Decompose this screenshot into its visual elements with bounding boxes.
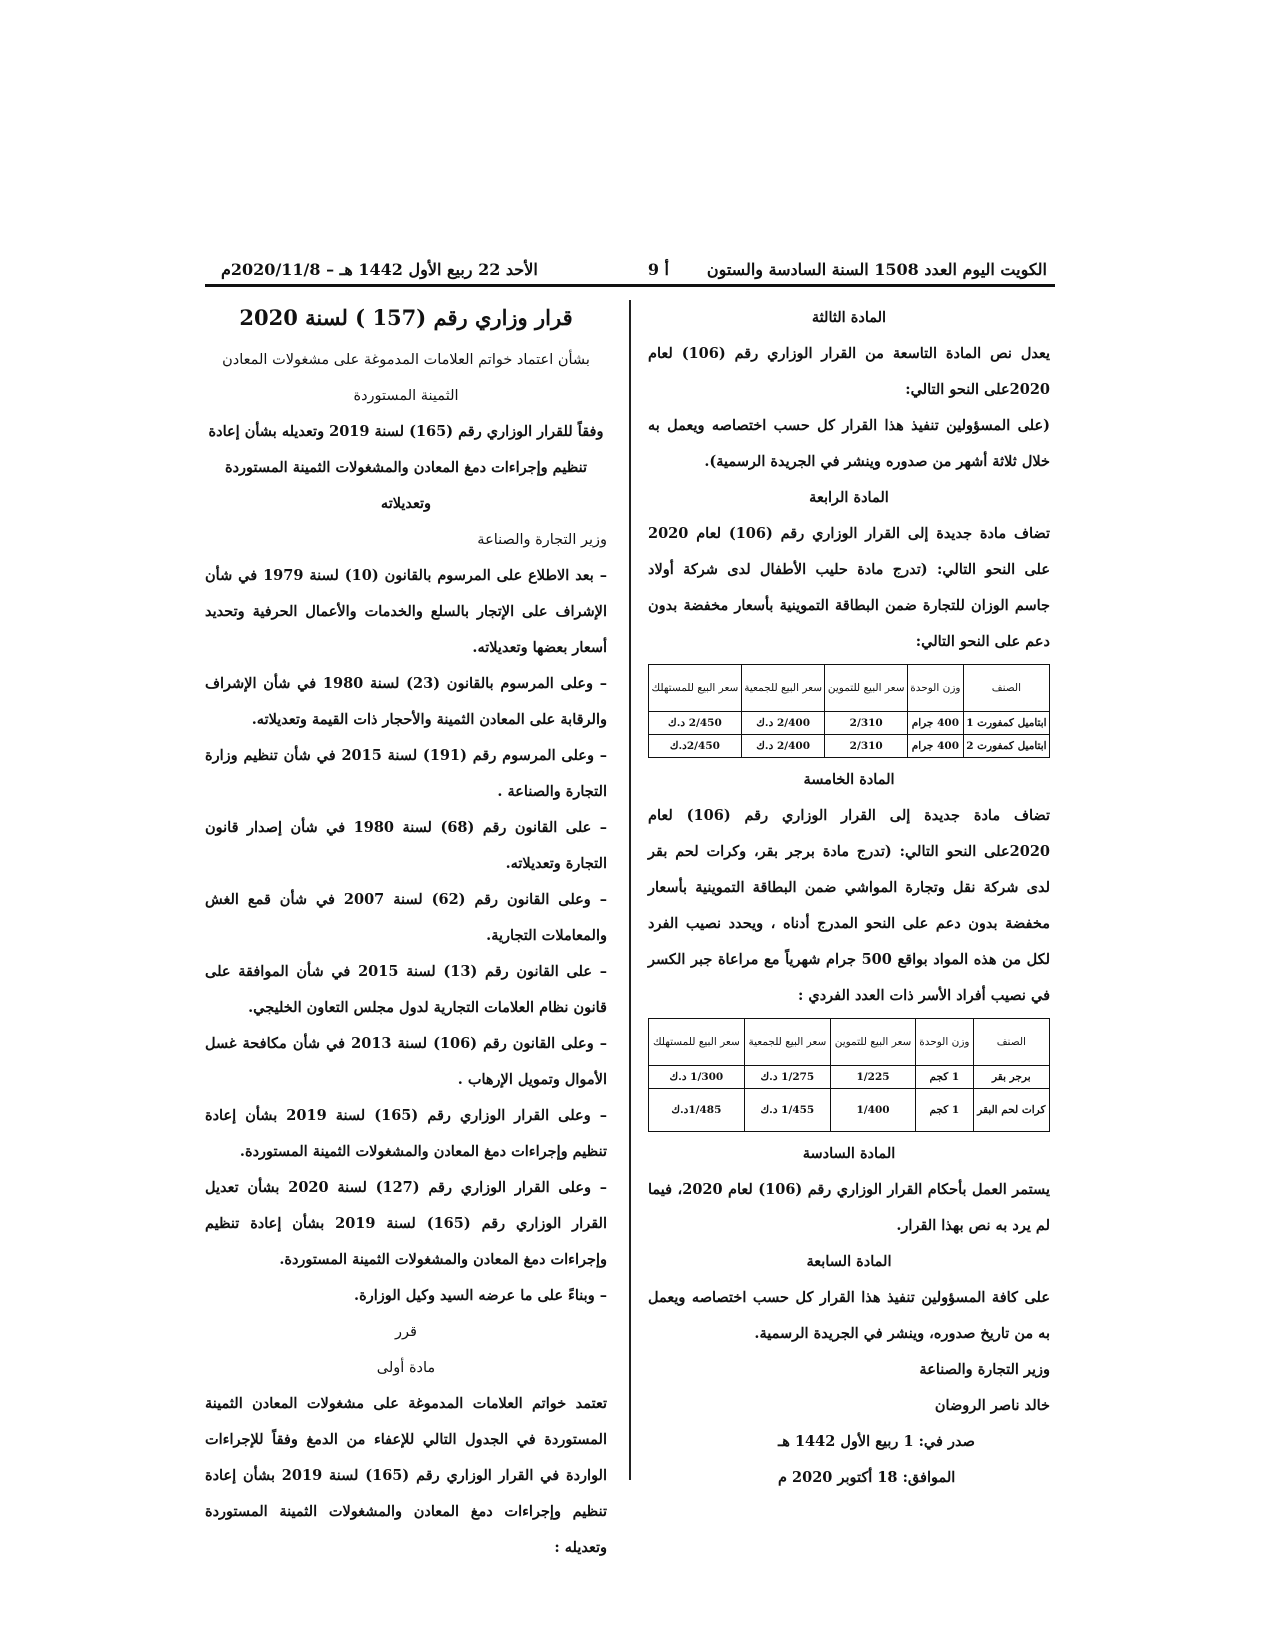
article-1-heading: مادة أولى bbox=[376, 1360, 436, 1376]
table-header-row bbox=[649, 665, 1050, 712]
article-7-heading: المادة السابعة bbox=[806, 1253, 892, 1270]
preamble-item: – وعلى القرار الوزاري رقم (165) لسنة 2019 بشأن إعادة تنظيم وإجراءات دمغ المعادن والمشغولات الثمينة المستوردة. bbox=[205, 1107, 608, 1160]
table-cell: 400 جرام bbox=[907, 735, 963, 758]
table-cell: 2/400 د.ك bbox=[741, 712, 825, 735]
table-cell: ابتاميل كمفورت 1 bbox=[963, 712, 1049, 735]
table-header-cell: الصنف bbox=[973, 1019, 1049, 1066]
header-gazette-issue: الكويت اليوم العدد 1508 السنة السادسة والستون bbox=[706, 260, 1047, 279]
preamble-item: – على القانون رقم (13) لسنة 2015 في شأن الموافقة على قانون نظام العلامات التجارية لدول مجلس التعاون الخليجي. bbox=[205, 963, 607, 1016]
table-cell: 1/485د.ك bbox=[649, 1089, 745, 1132]
article-4-text: تضاف مادة جديدة إلى القرار الوزاري رقم (106) لعام 2020 على النحو التالي: (تدرج مادة حليب الأطفال لدى شركة أولاد جاسم الوزان للتجارة ضمن البطاقة التموينية بأسعار مخفضة بدون دعم على النحو التالي: bbox=[648, 525, 1050, 650]
article-3-heading: المادة الثالثة bbox=[811, 309, 887, 326]
table-cell: 2/400 د.ك bbox=[741, 735, 825, 758]
article-5-heading: المادة الخامسة bbox=[803, 771, 895, 788]
article-6-text: يستمر العمل بأحكام القرار الوزاري رقم (106) لعام 2020، فيما لم يرد به نص بهذا القرار. bbox=[648, 1181, 1050, 1234]
minister-line: وزير التجارة والصناعة bbox=[477, 532, 607, 548]
decree-intro: وفقاً للقرار الوزاري رقم (165) لسنة 2019 وتعديله بشأن إعادة تنظيم وإجراءات دمغ المعادن والمشغولات الثمينة المستوردة وتعديلاته bbox=[208, 423, 604, 512]
table-header-cell: سعر البيع للجمعية bbox=[741, 665, 825, 712]
preamble-item: – وبناءً على ما عرضه السيد وكيل الوزارة. bbox=[354, 1287, 607, 1304]
preamble-item: – وعلى المرسوم رقم (191) لسنة 2015 في شأن تنظيم وزارة التجارة والصناعة . bbox=[205, 747, 608, 800]
table-header-cell: سعر البيع للتموين bbox=[825, 665, 908, 712]
issued-date-hijri: صدر في: 1 ربيع الأول 1442 هـ bbox=[778, 1433, 975, 1450]
table-row bbox=[649, 1066, 1050, 1089]
decided-heading: قرر bbox=[395, 1324, 417, 1340]
preamble-item: – وعلى القانون رقم (106) لسنة 2013 في شأن مكافحة غسل الأموال وتمويل الإرهاب . bbox=[205, 1035, 607, 1088]
table-header-row bbox=[649, 1019, 1050, 1066]
signatory-title: وزير التجارة والصناعة bbox=[919, 1361, 1050, 1378]
preamble-item: – وعلى القرار الوزاري رقم (127) لسنة 2020 بشأن تعديل القرار الوزاري رقم (165) لسنة 2019 بشأن إعادة تنظيم وإجراءات دمغ المعادن والمشغولات الثمينة المستوردة. bbox=[205, 1179, 607, 1268]
table-cell: 2/450 د.ك bbox=[649, 712, 742, 735]
decree-subtitle: بشأن اعتماد خواتم العلامات المدموغة على مشغولات المعادن الثمينة المستوردة bbox=[222, 352, 590, 404]
table-cell: 1/225 bbox=[831, 1066, 916, 1089]
table-cell: 2/450د.ك bbox=[649, 735, 742, 758]
table-cell: برجر بقر bbox=[973, 1066, 1049, 1089]
preamble-item: – بعد الاطلاع على المرسوم بالقانون (10) لسنة 1979 في شأن الإشراف على الإتجار بالسلع والخدمات والأعمال الحرفية وتحديد أسعار بعضها وتعديلاته. bbox=[205, 567, 607, 656]
article-7-text: على كافة المسؤولين تنفيذ هذا القرار كل حسب اختصاصه ويعمل به من تاريخ صدوره، وينشر في الجريدة الرسمية. bbox=[648, 1289, 1050, 1342]
decree-title: قرار وزاري رقم (157 ) لسنة 2020 bbox=[239, 305, 573, 330]
table-cell: 2/310 bbox=[825, 712, 908, 735]
table-header-cell: وزن الوحدة bbox=[916, 1019, 974, 1066]
table-header-cell: سعر البيع للمستهلك bbox=[649, 665, 742, 712]
page-header bbox=[205, 258, 1055, 287]
table-row bbox=[649, 735, 1050, 758]
article-6-heading: المادة السادسة bbox=[802, 1145, 896, 1162]
left-column bbox=[205, 300, 607, 1566]
table-cell: 1/455 د.ك bbox=[744, 1089, 830, 1132]
header-page-number: أ 9 bbox=[647, 260, 669, 279]
beef-price-table bbox=[648, 1018, 1050, 1132]
table-header-cell: الصنف bbox=[963, 665, 1049, 712]
signatory-name: خالد ناصر الروضان bbox=[934, 1397, 1050, 1414]
column-divider bbox=[629, 300, 631, 1480]
infant-milk-price-table bbox=[648, 664, 1050, 758]
header-date: الأحد 22 ربيع الأول 1442 هـ – 2020/11/8م bbox=[221, 260, 538, 279]
preamble-item: – على القانون رقم (68) لسنة 1980 في شأن إصدار قانون التجارة وتعديلاته. bbox=[205, 819, 607, 872]
preamble-item: – وعلى المرسوم بالقانون (23) لسنة 1980 في شأن الإشراف والرقابة على المعادن الثمينة والأحجار ذات القيمة وتعديلاته. bbox=[205, 675, 607, 728]
article-5-text: تضاف مادة جديدة إلى القرار الوزاري رقم (106) لعام 2020على النحو التالي: (تدرج مادة برجر بقر، وكرات لحم بقر لدى شركة نقل وتجارة المواشي ضمن البطاقة التموينية بأسعار مخفضة بدون دعم على النحو المدرج أدناه ، ويحدد نصيب الفرد لكل من هذه المواد بواقع 500 جرام شهرياً مع مراعاة جبر الكسر في نصيب أفراد الأسر ذات العدد الفردي : bbox=[648, 807, 1051, 1004]
table-row bbox=[649, 1089, 1050, 1132]
right-column bbox=[648, 300, 1050, 1496]
table-row bbox=[649, 712, 1050, 735]
table-cell: 1/300 د.ك bbox=[649, 1066, 745, 1089]
table-header-cell: سعر البيع للتموين bbox=[831, 1019, 916, 1066]
preamble-item: – وعلى القانون رقم (62) لسنة 2007 في شأن قمع الغش والمعاملات التجارية. bbox=[205, 891, 607, 944]
article-4-heading: المادة الرابعة bbox=[809, 489, 889, 506]
article-1-text: تعتمد خواتم العلامات المدموغة على مشغولات المعادن الثمينة المستوردة في الجدول التالي للإعفاء من الدمغ وفقاً للإجراءات الواردة في القرار الوزاري رقم (165) لسنة 2019 بشأن إعادة تنظيم وإجراءات دمغ المعادن والمشغولات الثمينة المستوردة وتعديله : bbox=[205, 1395, 608, 1556]
table-header-cell: وزن الوحدة bbox=[907, 665, 963, 712]
table-cell: 1/275 د.ك bbox=[744, 1066, 830, 1089]
table-cell: ابتاميل كمفورت 2 bbox=[963, 735, 1049, 758]
table-cell: 2/310 bbox=[825, 735, 908, 758]
table-cell: 400 جرام bbox=[907, 712, 963, 735]
table-cell: 1 كجم bbox=[916, 1066, 974, 1089]
article-3-text: يعدل نص المادة التاسعة من القرار الوزاري رقم (106) لعام 2020على النحو التالي: bbox=[648, 345, 1051, 398]
table-cell: 1 كجم bbox=[916, 1089, 974, 1132]
issued-date-gregorian: الموافق: 18 أكتوبر 2020 م bbox=[778, 1469, 956, 1486]
article-3-quote: (على المسؤولين تنفيذ هذا القرار كل حسب اختصاصه ويعمل به خلال ثلاثة أشهر من صدوره وينشر في الجريدة الرسمية). bbox=[648, 417, 1050, 470]
table-header-cell: سعر البيع للجمعية bbox=[744, 1019, 830, 1066]
table-cell: كرات لحم البقر bbox=[973, 1089, 1049, 1132]
table-header-cell: سعر البيع للمستهلك bbox=[649, 1019, 745, 1066]
table-cell: 1/400 bbox=[831, 1089, 916, 1132]
